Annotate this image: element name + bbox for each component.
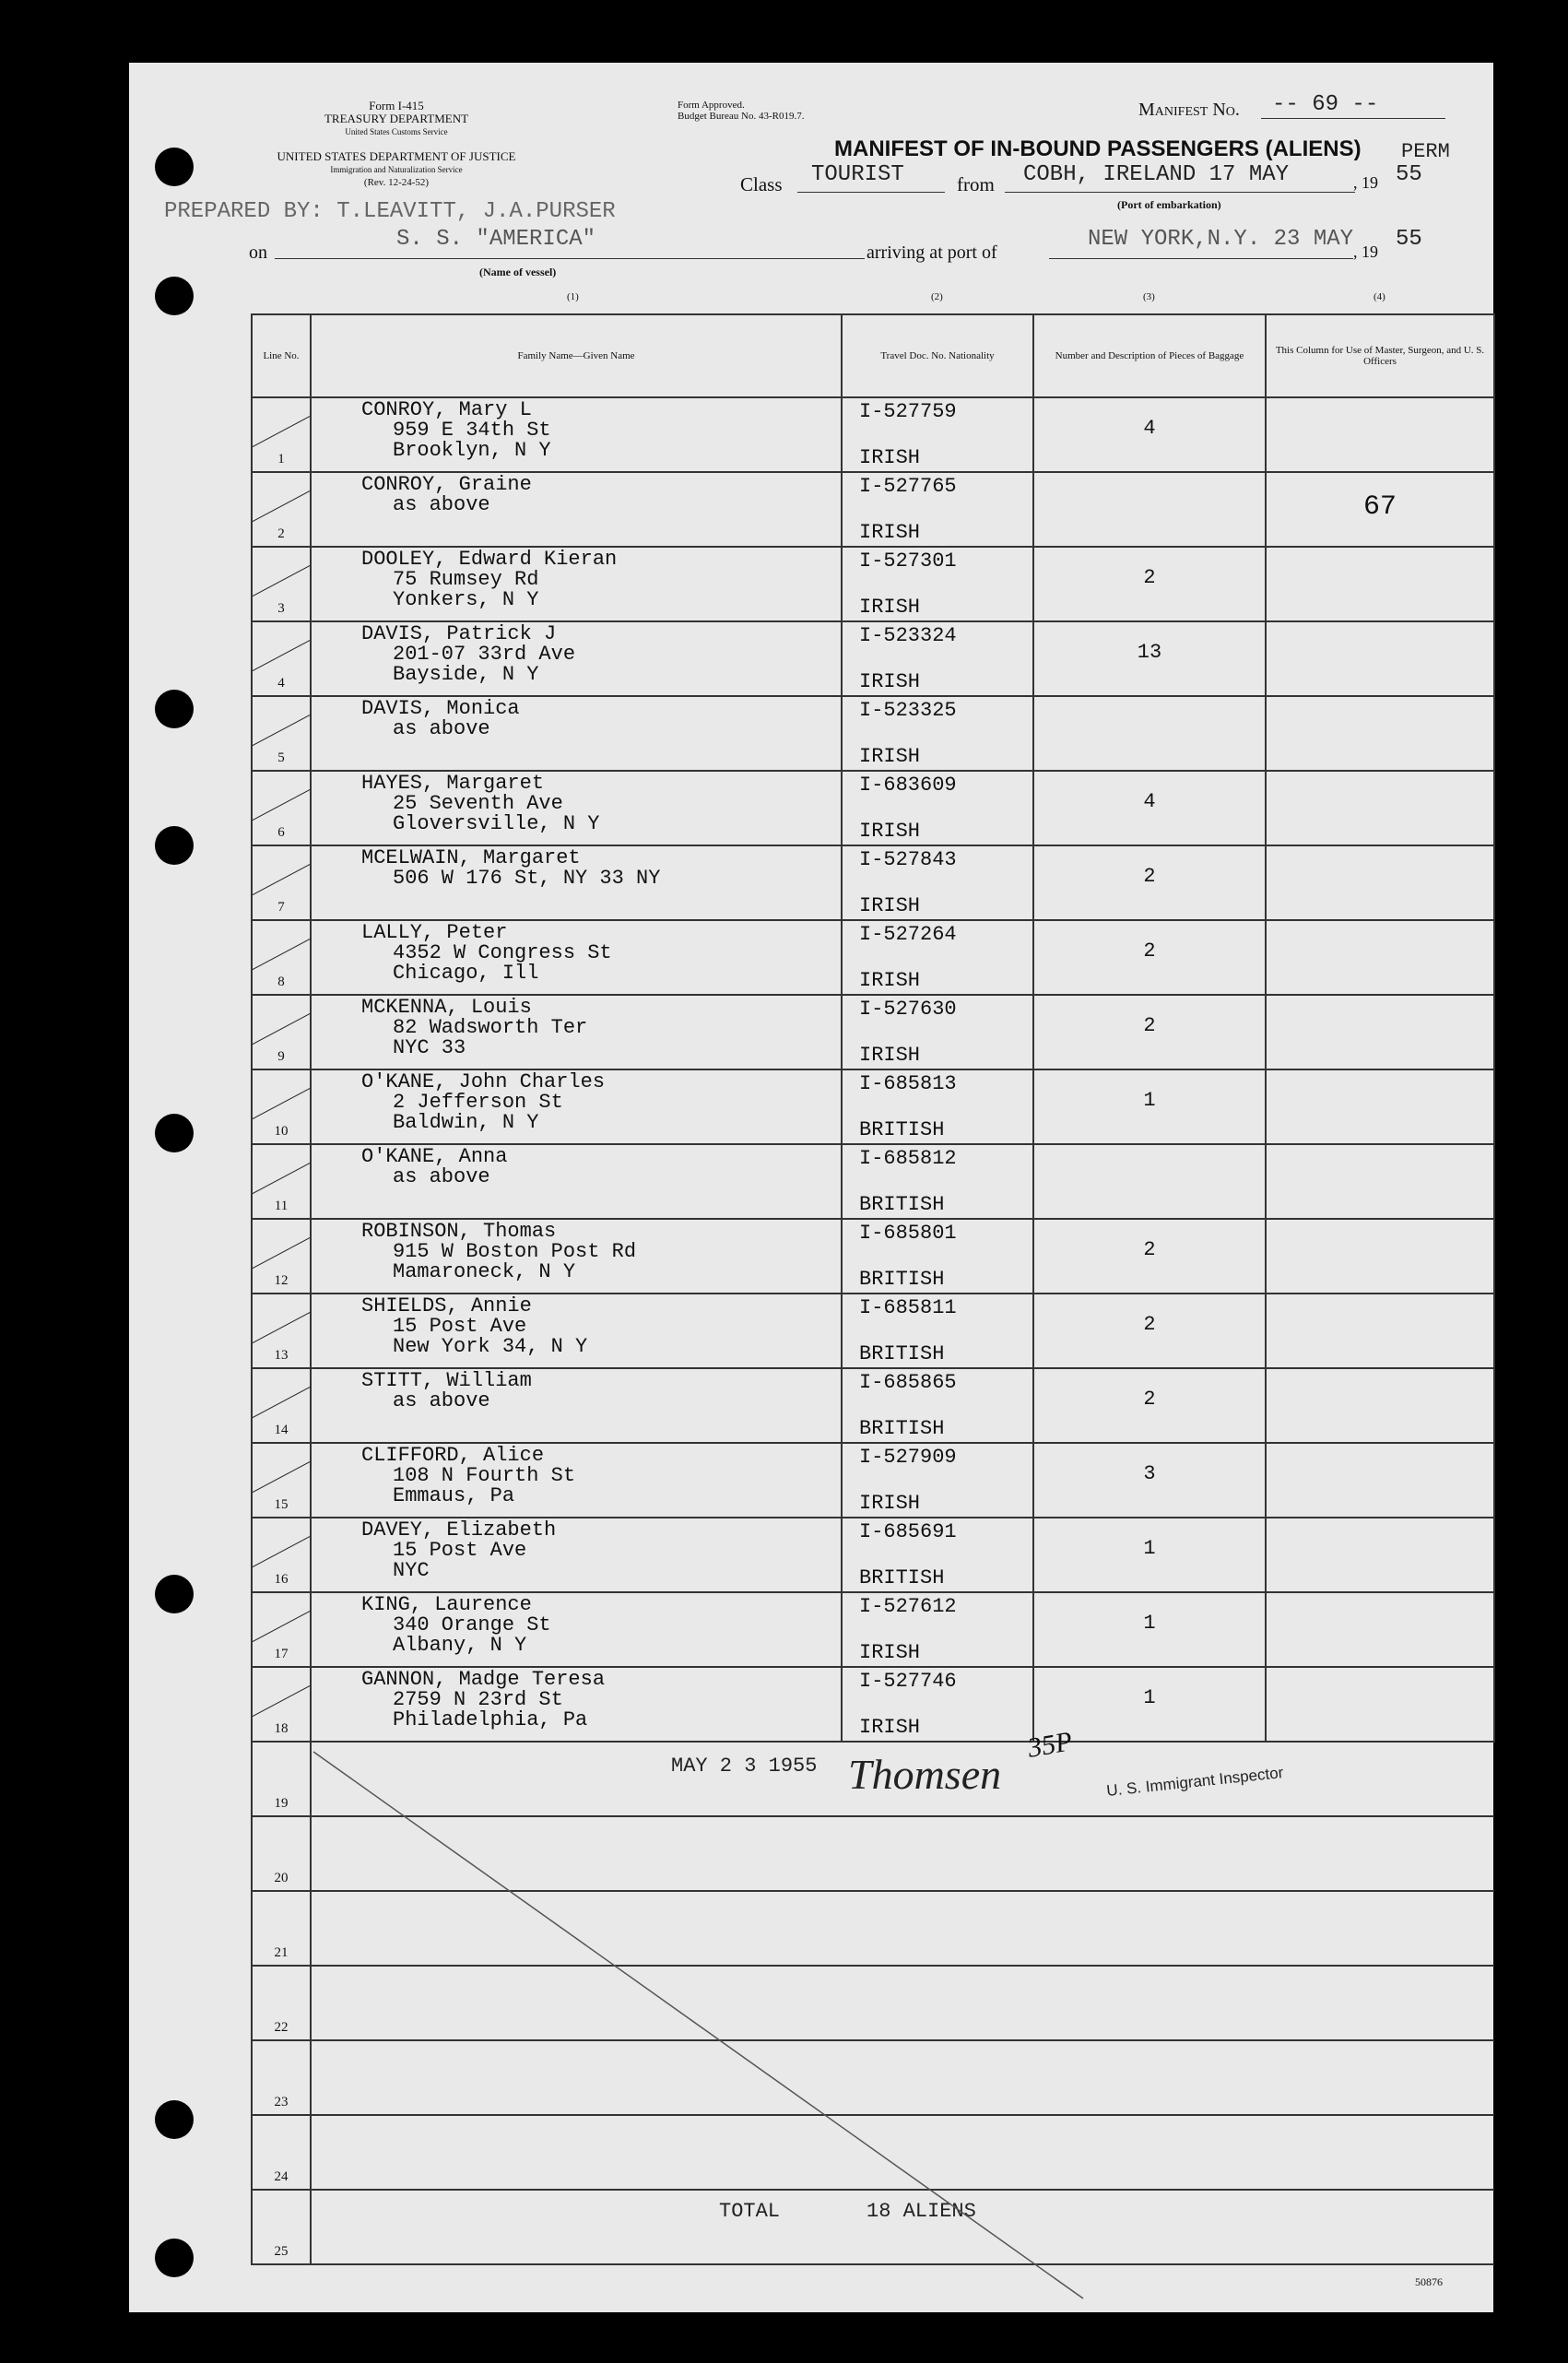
line-number: 3: [277, 601, 285, 616]
arr-year-value: 55: [1396, 227, 1422, 252]
baggage-count: 2: [1143, 865, 1156, 888]
travel-doc-number: I-523325: [859, 699, 957, 722]
passenger-name: O'KANE, John Charles: [361, 1070, 606, 1093]
address-line-1: as above: [393, 717, 490, 740]
address-line-2: Philadelphia, Pa: [393, 1708, 588, 1731]
passenger-name: SHIELDS, Annie: [361, 1294, 532, 1317]
travel-doc-number: I-685801: [859, 1222, 957, 1245]
col-number-2: (2): [931, 291, 943, 302]
address-line-2: New York 34, N Y: [393, 1335, 588, 1358]
nationality: BRITISH: [859, 1417, 945, 1440]
passenger-name: MCELWAIN, Margaret: [361, 846, 581, 869]
revision: (Rev. 12-24-52): [363, 177, 430, 188]
travel-doc-number: I-527264: [859, 923, 957, 946]
col-number-1: (1): [567, 291, 579, 302]
address-line-2: Emmaus, Pa: [393, 1484, 515, 1507]
line-number: 12: [274, 1273, 289, 1288]
line-number: 20: [274, 1871, 289, 1885]
nationality: IRISH: [859, 1044, 921, 1067]
baggage-count: 3: [1143, 1462, 1156, 1485]
manifest-number-label: Manifest No.: [1138, 100, 1240, 120]
nationality: BRITISH: [859, 1118, 945, 1141]
col-header-line: Line No.: [252, 314, 311, 397]
baggage-count: 1: [1143, 1612, 1156, 1635]
col-number-4: (4): [1373, 291, 1385, 302]
arr-year-prefix: , 19: [1353, 242, 1378, 261]
form-code: 50876: [1415, 2275, 1443, 2288]
passenger-name: KING, Laurence: [361, 1593, 532, 1616]
address-line-1: 201-07 33rd Ave: [393, 643, 576, 666]
col-header-baggage: Number and Description of Pieces of Baggage: [1033, 314, 1266, 397]
baggage-count: 2: [1143, 1014, 1156, 1037]
passenger-name: DAVIS, Patrick J: [361, 622, 557, 645]
nationality: IRISH: [859, 1492, 921, 1515]
line-number: 21: [274, 1945, 289, 1960]
address-line-1: 2 Jefferson St: [393, 1091, 563, 1114]
travel-doc-number: I-685813: [859, 1072, 957, 1095]
customs-service: United States Customs Service: [345, 127, 448, 136]
vessel-name: S. S. "AMERICA": [396, 227, 596, 252]
nationality: IRISH: [859, 596, 921, 619]
address-line-1: 340 Orange St: [393, 1613, 551, 1636]
nationality: IRISH: [859, 670, 921, 693]
manifest-page: [129, 63, 1493, 2312]
travel-doc-number: I-527301: [859, 549, 957, 573]
nationality: IRISH: [859, 820, 921, 843]
col-number-3: (3): [1143, 291, 1155, 302]
arrival-port: NEW YORK,N.Y. 23 MAY: [1088, 227, 1354, 252]
form-number: Form I-415: [369, 99, 424, 112]
travel-doc-number: I-527630: [859, 998, 957, 1021]
port-embark-caption: (Port of embarkation): [1117, 198, 1221, 211]
line-number: 13: [274, 1348, 289, 1363]
from-label: from: [957, 173, 995, 195]
line-number: 14: [274, 1423, 289, 1437]
address-line-2: Mamaroneck, N Y: [393, 1260, 576, 1283]
ins-service: Immigration and Naturalization Service: [330, 165, 463, 174]
passenger-name: STITT, William: [361, 1369, 532, 1392]
line-number: 24: [274, 2169, 289, 2184]
nationality: BRITISH: [859, 1268, 945, 1291]
line-number: 18: [274, 1721, 289, 1736]
passenger-name: CLIFFORD, Alice: [361, 1444, 545, 1467]
travel-doc-number: I-685865: [859, 1371, 957, 1394]
nationality: IRISH: [859, 521, 921, 544]
baggage-count: 2: [1143, 566, 1156, 589]
nationality: IRISH: [859, 969, 921, 992]
baggage-count: 1: [1143, 1686, 1156, 1709]
nationality: IRISH: [859, 446, 921, 469]
inspector-initials: 35P: [1025, 1726, 1075, 1764]
line-number: 25: [274, 2244, 289, 2259]
manifest-number: -- 69 --: [1272, 92, 1379, 117]
prepared-by: PREPARED BY: T.LEAVITT, J.A.PURSER: [164, 199, 616, 224]
address-line-2: Baldwin, N Y: [393, 1111, 539, 1134]
passenger-name: CONROY, Graine: [361, 473, 532, 496]
address-line-2: Chicago, Ill: [393, 962, 539, 985]
passenger-name: MCKENNA, Louis: [361, 996, 532, 1019]
passenger-name: HAYES, Margaret: [361, 772, 545, 795]
address-line-1: as above: [393, 493, 490, 516]
nationality: IRISH: [859, 894, 921, 917]
address-line-1: 82 Wadsworth Ter: [393, 1016, 588, 1039]
address-line-1: 959 E 34th St: [393, 419, 551, 442]
baggage-count: 13: [1137, 641, 1162, 664]
nationality: IRISH: [859, 1716, 921, 1739]
line-number: 6: [277, 825, 285, 840]
line-number: 17: [274, 1647, 289, 1661]
line-number: 8: [277, 975, 285, 989]
address-line-2: Yonkers, N Y: [393, 588, 539, 611]
address-line-1: 506 W 176 St, NY 33 NY: [393, 867, 661, 890]
address-line-2: Bayside, N Y: [393, 663, 539, 686]
baggage-count: 1: [1143, 1537, 1156, 1560]
travel-doc-number: I-523324: [859, 624, 957, 647]
line-number: 2: [277, 526, 285, 541]
line-number: 7: [277, 900, 285, 915]
nationality: IRISH: [859, 1641, 921, 1664]
address-line-2: Gloversville, N Y: [393, 812, 600, 835]
address-line-1: 75 Rumsey Rd: [393, 568, 539, 591]
address-line-1: as above: [393, 1165, 490, 1188]
passenger-name: CONROY, Mary L: [361, 398, 532, 421]
nationality: BRITISH: [859, 1342, 945, 1365]
line-number: 19: [274, 1796, 289, 1811]
class-value: TOURIST: [811, 162, 904, 187]
budget-bureau: Budget Bureau No. 43-R019.7.: [678, 111, 805, 122]
passenger-name: O'KANE, Anna: [361, 1145, 508, 1168]
line-number: 15: [274, 1497, 289, 1512]
baggage-count: 4: [1143, 790, 1156, 813]
line-number: 4: [277, 676, 285, 691]
travel-doc-number: I-527746: [859, 1670, 957, 1693]
on-label: on: [249, 242, 267, 263]
col-header-name: Family Name—Given Name: [311, 314, 842, 397]
vessel-caption: (Name of vessel): [479, 266, 557, 278]
address-line-1: 915 W Boston Post Rd: [393, 1240, 637, 1263]
passenger-name: ROBINSON, Thomas: [361, 1220, 557, 1243]
year-prefix: , 19: [1353, 173, 1378, 192]
travel-doc-number: I-527765: [859, 475, 957, 498]
inspector-stamp: U. S. Immigrant Inspector: [1105, 1763, 1285, 1801]
address-line-1: 108 N Fourth St: [393, 1464, 576, 1487]
address-line-2: NYC 33: [393, 1036, 466, 1059]
passenger-name: DOOLEY, Edward Kieran: [361, 548, 618, 571]
line-number: 23: [274, 2095, 289, 2109]
travel-doc-number: I-683609: [859, 774, 957, 797]
baggage-count: 2: [1143, 1238, 1156, 1261]
nationality: IRISH: [859, 745, 921, 768]
nationality: BRITISH: [859, 1566, 945, 1589]
line-number: 22: [274, 2020, 289, 2035]
address-line-1: as above: [393, 1389, 490, 1412]
arriving-label: arriving at port of: [867, 242, 997, 263]
inspector-signature: Thomsen: [848, 1751, 1002, 1798]
line-number: 10: [274, 1124, 289, 1139]
travel-doc-number: I-685812: [859, 1147, 957, 1170]
travel-doc-number: I-685811: [859, 1296, 957, 1319]
travel-doc-number: I-685691: [859, 1520, 957, 1543]
travel-doc-number: I-527759: [859, 400, 957, 423]
travel-doc-number: I-527612: [859, 1595, 957, 1618]
page-title: MANIFEST OF IN-BOUND PASSENGERS (ALIENS): [834, 136, 1362, 161]
travel-doc-number: I-527909: [859, 1446, 957, 1469]
embark-port: COBH, IRELAND 17 MAY: [1023, 162, 1290, 187]
year-value: 55: [1396, 162, 1422, 187]
address-line-2: Albany, N Y: [393, 1634, 527, 1657]
class-label: Class: [740, 173, 783, 195]
address-line-1: 15 Post Ave: [393, 1539, 527, 1562]
line-number: 9: [277, 1049, 285, 1064]
total-value: 18 ALIENS: [867, 2200, 976, 2223]
date-stamp: MAY 2 3 1955: [671, 1755, 818, 1778]
passenger-name: GANNON, Madge Teresa: [361, 1668, 606, 1691]
col-header-officers: This Column for Use of Master, Surgeon, and U. S. Officers: [1266, 314, 1494, 397]
line-number: 11: [274, 1199, 289, 1213]
line-number: 1: [277, 452, 285, 467]
baggage-count: 1: [1143, 1089, 1156, 1112]
passenger-name: DAVIS, Monica: [361, 697, 520, 720]
address-line-1: 4352 W Congress St: [393, 941, 612, 964]
perm-mark: PERM: [1401, 140, 1450, 163]
passenger-name: DAVEY, Elizabeth: [361, 1518, 557, 1542]
address-line-1: 25 Seventh Ave: [393, 792, 563, 815]
total-label: TOTAL: [719, 2200, 781, 2223]
address-line-1: 2759 N 23rd St: [393, 1688, 563, 1711]
line-number: 16: [274, 1572, 289, 1587]
baggage-count: 2: [1143, 1313, 1156, 1336]
baggage-count: 2: [1143, 939, 1156, 963]
form-approved: Form Approved.: [678, 100, 745, 111]
address-line-2: NYC: [393, 1559, 430, 1582]
nationality: BRITISH: [859, 1193, 945, 1216]
cancel-line: [129, 63, 1493, 2312]
officer-note: 67: [1362, 491, 1397, 523]
baggage-count: 2: [1143, 1388, 1156, 1411]
justice-dept: UNITED STATES DEPARTMENT OF JUSTICE: [277, 149, 516, 163]
address-line-2: Brooklyn, N Y: [393, 439, 551, 462]
treasury-dept: TREASURY DEPARTMENT: [324, 112, 469, 125]
baggage-count: 4: [1143, 417, 1156, 440]
line-number: 5: [277, 750, 285, 765]
address-line-1: 15 Post Ave: [393, 1315, 527, 1338]
col-header-doc: Travel Doc. No. Nationality: [842, 314, 1033, 397]
passenger-name: LALLY, Peter: [361, 921, 508, 944]
travel-doc-number: I-527843: [859, 848, 957, 871]
